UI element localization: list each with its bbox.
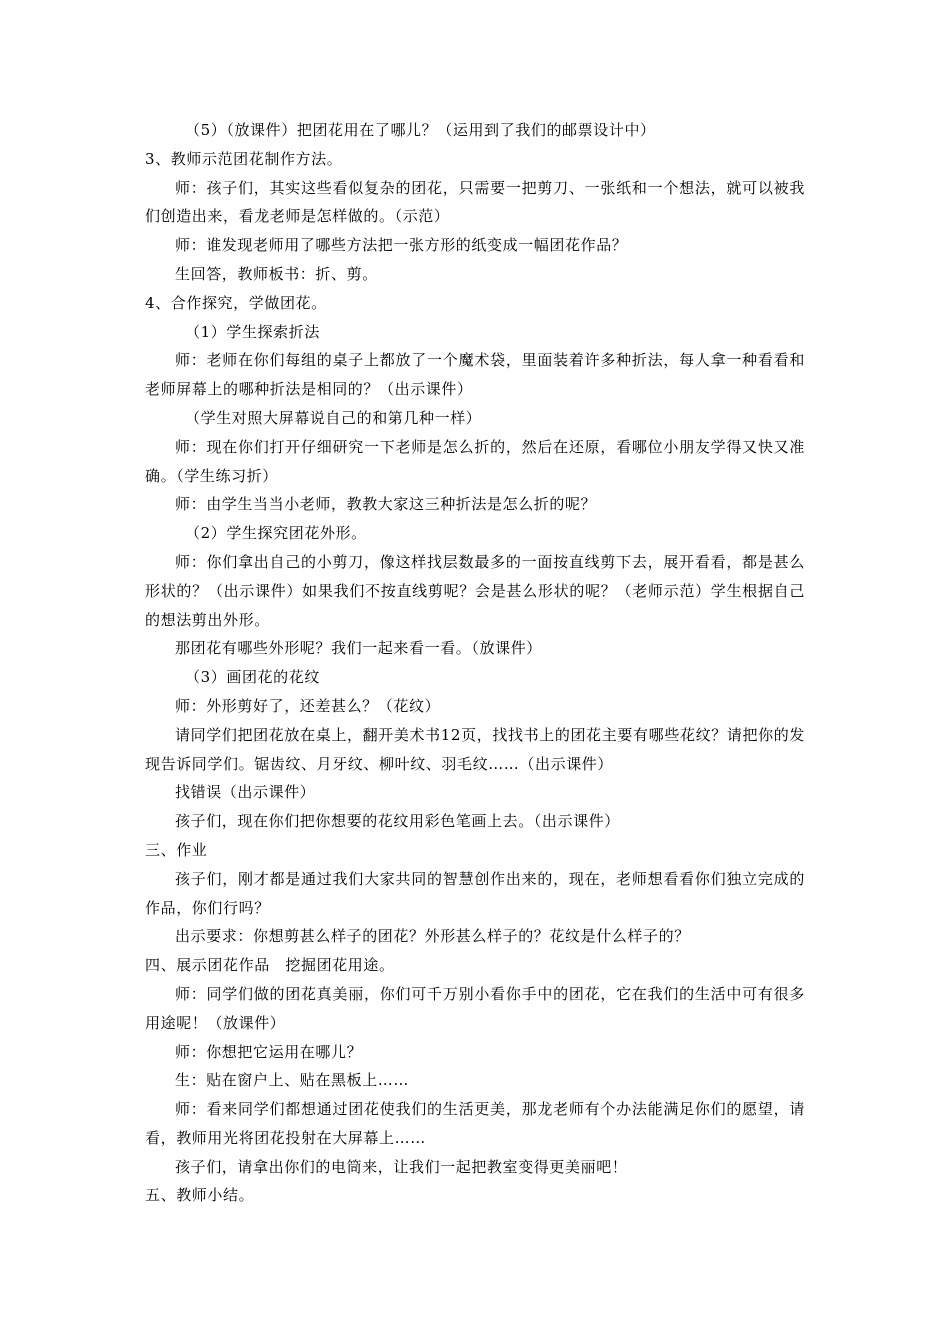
paragraph-beautiful-paper-cut: 师：同学们做的团花真美丽，你们可千万别小看你手中的团花，它在我们的生活中可有很多用途呢！（放课件） bbox=[145, 984, 805, 1032]
heading-teacher-demo: 3、教师示范团花制作方法。 bbox=[145, 149, 343, 168]
paragraph-shapes-view: 那团花有哪些外形呢？我们一起来看一看。（放课件） bbox=[175, 639, 542, 658]
paragraph-student-compare: （学生对照大屏幕说自己的和第几种一样） bbox=[185, 408, 482, 427]
paragraph-scissors: 师：你们拿出自己的小剪刀，像这样找层数最多的一面按直线剪下去，展开看看，都是甚么形状的？（出示课件）如果我们不按直线剪呢？会是甚么形状的呢？（老师示范）学生根据自己的想法剪出外形。 bbox=[145, 552, 805, 629]
heading-display: 四、展示团花作品 挖掘团花用途。 bbox=[145, 956, 395, 975]
paragraph-teacher-question: 师：谁发现老师用了哪些方法把一张方形的纸变成一幅团花作品？ bbox=[175, 236, 628, 255]
subheading-folding: （1）学生探索折法 bbox=[185, 322, 320, 341]
paragraph-requirements: 出示要求：你想剪甚么样子的团花？外形甚么样子的？花纹是什么样子的？ bbox=[175, 927, 690, 946]
paragraph-magic-bag: 师：老师在你们每组的桌子上都放了一个魔术袋，里面装着许多种折法，每人拿一种看看和老师屏幕上的哪种折法是相同的？（出示课件） bbox=[145, 351, 805, 399]
paragraph-little-teacher: 师：由学生当当小老师，教教大家这三种折法是怎么折的呢？ bbox=[175, 495, 597, 514]
paragraph-art-book: 请同学们把团花放在桌上，翻开美术书12页，找找书上的团花主要有哪些花纹？请把你的发现告诉同学们。锯齿纹、月牙纹、柳叶纹、羽毛纹……（出示课件） bbox=[145, 725, 805, 773]
paragraph-where-use: 师：你想把它运用在哪儿？ bbox=[175, 1042, 363, 1061]
paragraph-teacher-intro: 师：孩子们，其实这些看似复杂的团花，只需要一把剪刀、一张纸和一个想法，就可以被我们创造出来，看龙老师是怎样做的。（示范） bbox=[145, 178, 805, 226]
paragraph-find-errors: 找错误（出示课件） bbox=[175, 783, 316, 802]
paragraph-courseware-usage: （5）（放课件）把团花用在了哪儿？（运用到了我们的邮票设计中） bbox=[185, 121, 656, 139]
heading-summary: 五、教师小结。 bbox=[145, 1186, 255, 1205]
heading-homework: 三、作业 bbox=[145, 840, 208, 859]
subheading-shape: （2）学生探究团花外形。 bbox=[185, 524, 367, 543]
paragraph-study-folding: 师：现在你们打开仔细研究一下老师是怎么折的，然后在还原，看哪位小朋友学得又快又准确。（学生练习折） bbox=[145, 437, 805, 485]
paragraph-window-blackboard: 生：贴在窗户上、贴在黑板上…… bbox=[175, 1071, 410, 1090]
document-body bbox=[145, 116, 805, 1210]
paragraph-projection: 师：看来同学们都想通过团花使我们的生活更美，那龙老师有个办法能满足你们的愿望，请看，教师用光将团花投射在大屏幕上…… bbox=[145, 1100, 805, 1147]
paragraph-student-answer: 生回答，教师板书：折、剪。 bbox=[175, 264, 378, 283]
heading-cooperative-inquiry: 4、合作探究，学做团花。 bbox=[145, 293, 327, 312]
paragraph-independent-work: 孩子们，刚才都是通过我们大家共同的智慧创作出来的，现在，老师想看看你们独立完成的作品，你们行吗？ bbox=[145, 869, 805, 917]
paragraph-draw-pattern: 孩子们，现在你们把你想要的花纹用彩色笔画上去。（出示课件） bbox=[175, 812, 620, 831]
paragraph-pattern-question: 师：外形剪好了，还差甚么？（花纹） bbox=[175, 696, 441, 715]
subheading-pattern: （3）画团花的花纹 bbox=[185, 668, 320, 687]
paragraph-flashlight: 孩子们，请拿出你们的电筒来，让我们一起把教室变得更美丽吧！ bbox=[175, 1157, 628, 1176]
